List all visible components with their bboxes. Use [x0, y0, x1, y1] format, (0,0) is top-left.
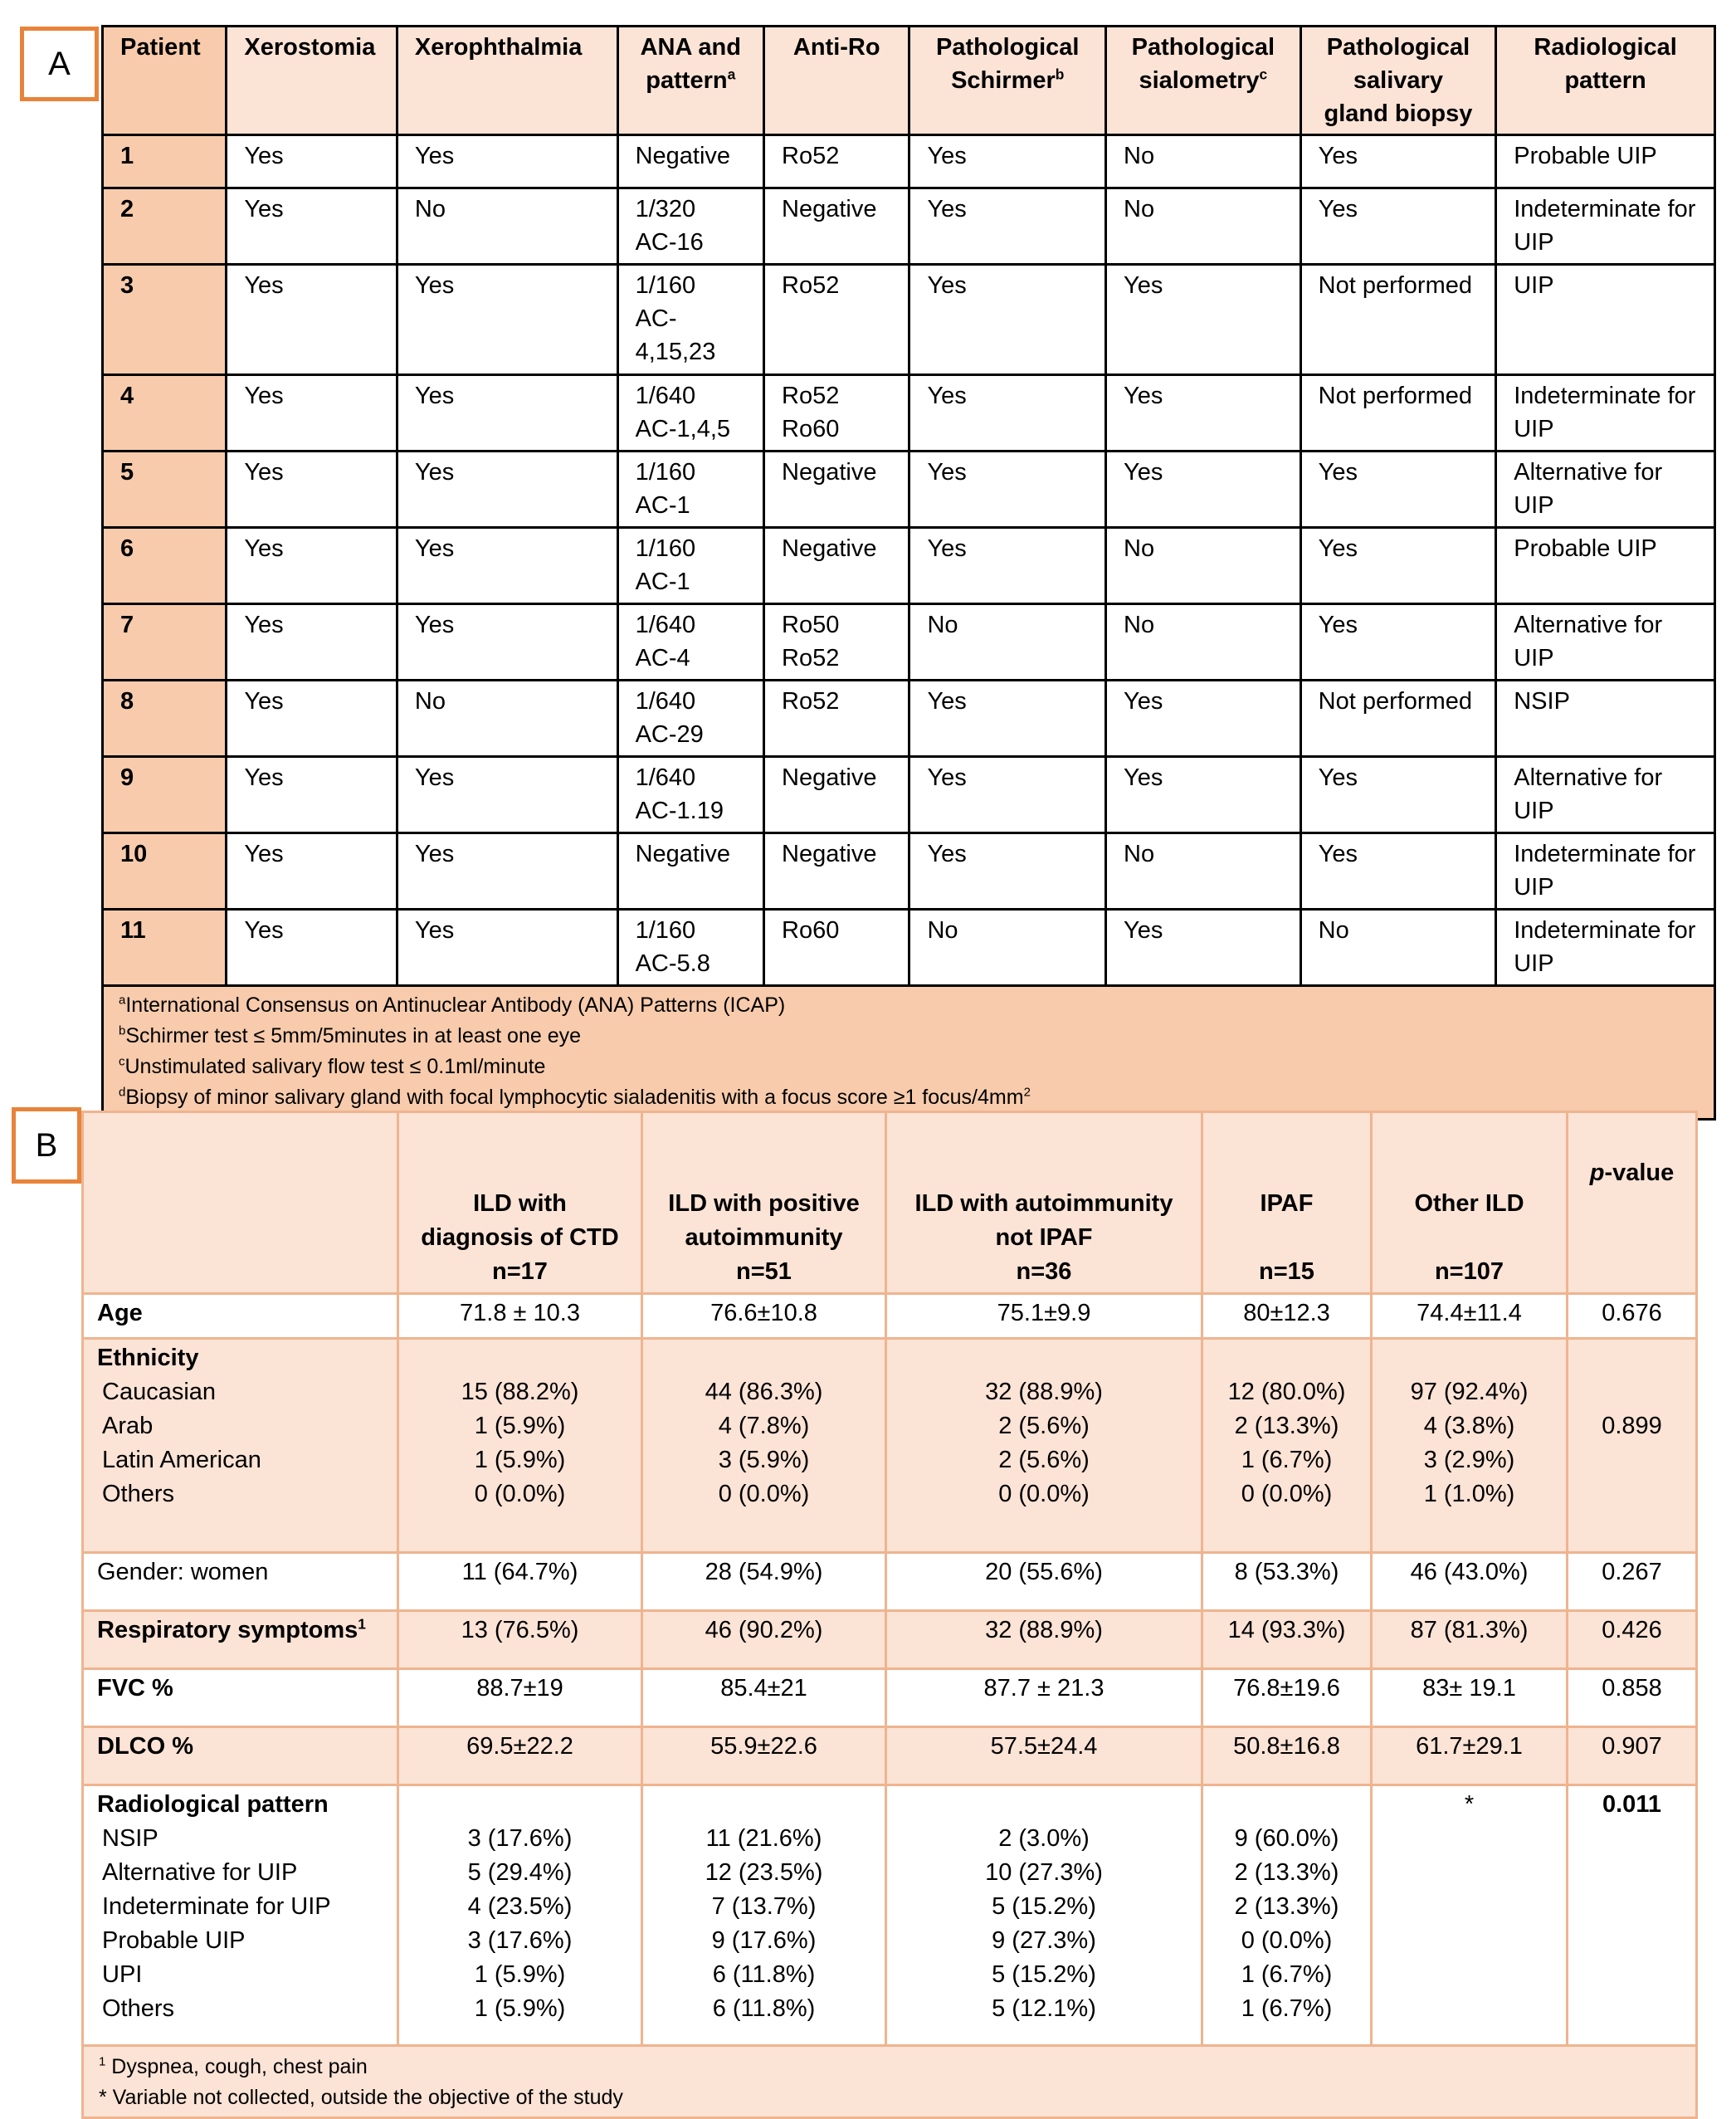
table-b-header-row	[83, 1112, 1697, 1294]
cell-line: Negative	[782, 196, 877, 222]
cell-line: Negative	[782, 459, 877, 486]
cell-xerostomia: Yes	[227, 604, 397, 681]
cell-xerostomia: Yes	[227, 833, 397, 910]
panel-label-b	[12, 1107, 81, 1184]
cell-line: 4,15,23	[635, 339, 716, 365]
cell-anti-ro	[764, 265, 909, 375]
ethnicity-col-other: 97 (92.4%) 4 (3.8%) 3 (2.9%) 1 (1.0%)	[1372, 1339, 1568, 1553]
cell-line: AC-1.19	[635, 798, 724, 824]
header-ana-pattern: ANA and pattern$^a$	[617, 27, 763, 135]
cell-schirmer: Yes	[909, 265, 1106, 375]
cell-radiological: Alternative for UIP	[1496, 604, 1715, 681]
radiological-col-positive: 11 (21.6%) 12 (23.5%) 7 (13.7%) 9 (17.6%) 6 (11.8%) 6 (11.8%)	[642, 1785, 886, 2046]
cell-line: Ro50	[782, 612, 840, 638]
cell-biopsy: Not performed	[1300, 375, 1496, 452]
cell-sialometry: No	[1106, 135, 1301, 188]
header-other-ild: Other ILD n=107	[1372, 1112, 1568, 1294]
patient-number: 1	[103, 135, 227, 188]
cell-radiological: Indeterminate for UIP	[1496, 375, 1715, 452]
table-row	[103, 375, 1715, 452]
patient-number: 8	[103, 681, 227, 757]
cell-sialometry: Yes	[1106, 910, 1301, 986]
cell-line: AC-16	[635, 229, 704, 256]
cell-anti-ro	[764, 135, 909, 188]
patient-number: 6	[103, 528, 227, 604]
cell-anti-ro	[764, 833, 909, 910]
header-radiological: Radiological pattern	[1496, 27, 1715, 135]
cell: 69.5±22.2	[398, 1727, 642, 1785]
cell: 61.7±29.1	[1372, 1727, 1568, 1785]
row-respiratory	[83, 1611, 1697, 1669]
cell-xerostomia: Yes	[227, 757, 397, 833]
label-dlco: DLCO %	[83, 1727, 398, 1785]
cell-ana-pattern	[617, 135, 763, 188]
header-ild-positive-autoimmunity: ILD with positive autoimmunity n=51	[642, 1112, 886, 1294]
cell: 20 (55.6%)	[886, 1553, 1202, 1611]
cell-xerophthalmia: Yes	[397, 910, 617, 986]
table-b-footnotes	[83, 2046, 1697, 2118]
cell-line: AC-5.8	[635, 950, 710, 977]
header-xerostomia: Xerostomia	[227, 27, 397, 135]
cell-line: Negative	[635, 841, 731, 867]
cell-line: AC-29	[635, 721, 704, 748]
p-value-respiratory: 0.426	[1568, 1611, 1697, 1669]
cell-schirmer: No	[909, 910, 1106, 986]
cell-ana-pattern	[617, 188, 763, 265]
cell: 75.1±9.9	[886, 1294, 1202, 1339]
cell-anti-ro	[764, 528, 909, 604]
cell-xerophthalmia: No	[397, 188, 617, 265]
cell-radiological: UIP	[1496, 265, 1715, 375]
cell: 14 (93.3%)	[1202, 1611, 1372, 1669]
cell-line: 1/160	[635, 459, 696, 486]
cell-ana-pattern	[617, 757, 763, 833]
cell-line: Negative	[635, 143, 731, 169]
cell-xerophthalmia: Yes	[397, 375, 617, 452]
footnotes-cell	[103, 986, 1715, 1120]
cell-line: Ro52	[782, 143, 840, 169]
row-age	[83, 1294, 1697, 1339]
cell-biopsy: Not performed	[1300, 265, 1496, 375]
cell: 87 (81.3%)	[1372, 1611, 1568, 1669]
cell: 80±12.3	[1202, 1294, 1372, 1339]
table-row	[103, 135, 1715, 188]
table-a-footnotes	[103, 986, 1715, 1120]
cell: 8 (53.3%)	[1202, 1553, 1372, 1611]
header-schirmer: Pathological Schirmer$^b$	[909, 27, 1106, 135]
footnotes-cell-b	[83, 2046, 1697, 2118]
label-ethnicity: Ethnicity Caucasian Arab Latin American Others	[83, 1339, 398, 1553]
ethnicity-col-ipaf: 12 (80.0%) 2 (13.3%) 1 (6.7%) 0 (0.0%)	[1202, 1339, 1372, 1553]
header-ild-autoimmunity-not-ipaf: ILD with autoimmunity not IPAF n=36	[886, 1112, 1202, 1294]
cell-xerostomia: Yes	[227, 528, 397, 604]
cell-schirmer: Yes	[909, 757, 1106, 833]
cell-biopsy: Yes	[1300, 604, 1496, 681]
cell: 88.7±19	[398, 1669, 642, 1727]
cell-biopsy: Not performed	[1300, 681, 1496, 757]
cell-ana-pattern	[617, 604, 763, 681]
cell-sialometry: Yes	[1106, 375, 1301, 452]
header-patient: Patient	[103, 27, 227, 135]
table-row	[103, 681, 1715, 757]
cell-line: 1/640	[635, 383, 696, 409]
cell-schirmer: Yes	[909, 452, 1106, 528]
cell-ana-pattern	[617, 375, 763, 452]
cell-sialometry: Yes	[1106, 681, 1301, 757]
cell-radiological: Indeterminate for UIP	[1496, 833, 1715, 910]
cell-ana-pattern	[617, 833, 763, 910]
cell-biopsy: Yes	[1300, 833, 1496, 910]
cell-anti-ro	[764, 681, 909, 757]
cell-line: Negative	[782, 764, 877, 791]
cell-xerophthalmia: Yes	[397, 604, 617, 681]
cell-schirmer: Yes	[909, 528, 1106, 604]
cell-radiological: Alternative for UIP	[1496, 757, 1715, 833]
table-row	[103, 833, 1715, 910]
cell: 87.7 ± 21.3	[886, 1669, 1202, 1727]
table-row	[103, 910, 1715, 986]
label-gender: Gender: women	[83, 1553, 398, 1611]
cell-line: AC-4	[635, 645, 690, 671]
cell-xerostomia: Yes	[227, 135, 397, 188]
cell-xerophthalmia: Yes	[397, 528, 617, 604]
cell: 46 (90.2%)	[642, 1611, 886, 1669]
cell-line: 1/320	[635, 196, 696, 222]
panel-label-a-text: A	[48, 45, 71, 82]
cell-sialometry: Yes	[1106, 265, 1301, 375]
cell-line: AC-	[635, 305, 677, 332]
p-value-radiological: 0.011	[1568, 1785, 1697, 2046]
cell-xerostomia: Yes	[227, 265, 397, 375]
patient-number: 4	[103, 375, 227, 452]
cell: 83± 19.1	[1372, 1669, 1568, 1727]
cell-ana-pattern	[617, 452, 763, 528]
cell-line: 1/640	[635, 764, 696, 791]
cell-line: Ro52	[782, 645, 840, 671]
footnote-asterisk: * Variable not collected, outside the objective of the study	[99, 2086, 623, 2109]
cell-anti-ro	[764, 604, 909, 681]
radiological-col-not-ipaf: 2 (3.0%) 10 (27.3%) 5 (15.2%) 9 (27.3%) 5 (15.2%) 5 (12.1%)	[886, 1785, 1202, 2046]
cell-xerophthalmia: Yes	[397, 757, 617, 833]
table-a-header-row	[103, 27, 1715, 135]
cell-line: Ro60	[782, 416, 840, 442]
cell-line: AC-1,4,5	[635, 416, 731, 442]
patient-number: 2	[103, 188, 227, 265]
cell: 46 (43.0%)	[1372, 1553, 1568, 1611]
p-value-dlco: 0.907	[1568, 1727, 1697, 1785]
group-comparison-table	[81, 1111, 1698, 2119]
table-row	[103, 528, 1715, 604]
patient-number: 5	[103, 452, 227, 528]
row-gender	[83, 1553, 1697, 1611]
ethnicity-col-ctd: 15 (88.2%) 1 (5.9%) 1 (5.9%) 0 (0.0%)	[398, 1339, 642, 1553]
footnote-b: $^b$Schirmer test ≤ 5mm/5minutes in at least one eye	[119, 1023, 582, 1047]
cell-biopsy: Yes	[1300, 528, 1496, 604]
cell-line: 1/640	[635, 612, 696, 638]
footnote-a: $^a$International Consensus on Antinuclear Antibody (ANA) Patterns (ICAP)	[119, 993, 786, 1017]
label-radiological: Radiological pattern NSIP Alternative for UIP Indeterminate for UIP Probable UIP UPI Others	[83, 1785, 398, 2046]
label-fvc: FVC %	[83, 1669, 398, 1727]
cell-line: Ro60	[782, 917, 840, 944]
cell-line: Negative	[782, 535, 877, 562]
cell-schirmer: Yes	[909, 375, 1106, 452]
cell-ana-pattern	[617, 681, 763, 757]
header-anti-ro: Anti-Ro	[764, 27, 909, 135]
cell-xerostomia: Yes	[227, 375, 397, 452]
panel-label-a	[20, 27, 99, 101]
cell: 57.5±24.4	[886, 1727, 1202, 1785]
ethnicity-col-positive: 44 (86.3%) 4 (7.8%) 3 (5.9%) 0 (0.0%)	[642, 1339, 886, 1553]
radiological-col-ctd: 3 (17.6%) 5 (29.4%) 4 (23.5%) 3 (17.6%) 1 (5.9%) 1 (5.9%)	[398, 1785, 642, 2046]
cell-schirmer: Yes	[909, 681, 1106, 757]
table-row	[103, 188, 1715, 265]
header-blank	[83, 1112, 398, 1294]
p-value-fvc: 0.858	[1568, 1669, 1697, 1727]
cell-xerophthalmia: Yes	[397, 135, 617, 188]
header-ipaf: IPAF n=15	[1202, 1112, 1372, 1294]
cell: 32 (88.9%)	[886, 1611, 1202, 1669]
table-row	[103, 265, 1715, 375]
cell-ana-pattern	[617, 265, 763, 375]
cell: 11 (64.7%)	[398, 1553, 642, 1611]
cell-anti-ro	[764, 188, 909, 265]
panel-label-b-text: B	[35, 1126, 58, 1164]
footnote-1: $^1$ Dyspnea, cough, chest pain	[99, 2054, 368, 2078]
cell-radiological: NSIP	[1496, 681, 1715, 757]
cell-line: Ro52	[782, 688, 840, 715]
cell-anti-ro	[764, 375, 909, 452]
cell-sialometry: Yes	[1106, 452, 1301, 528]
label-respiratory: Respiratory symptoms$^1$	[83, 1611, 398, 1669]
p-value-ethnicity: 0.899	[1568, 1339, 1697, 1553]
cell: 76.6±10.8	[642, 1294, 886, 1339]
table-row	[103, 604, 1715, 681]
cell-sialometry: No	[1106, 188, 1301, 265]
row-fvc	[83, 1669, 1697, 1727]
header-ild-ctd: ILD with diagnosis of CTD n=17	[398, 1112, 642, 1294]
cell-biopsy: Yes	[1300, 452, 1496, 528]
row-radiological	[83, 1785, 1697, 2046]
cell-radiological: Probable UIP	[1496, 528, 1715, 604]
cell-xerophthalmia: No	[397, 681, 617, 757]
cell: 85.4±21	[642, 1669, 886, 1727]
cell: 50.8±16.8	[1202, 1727, 1372, 1785]
row-dlco	[83, 1727, 1697, 1785]
cell-xerophthalmia: Yes	[397, 452, 617, 528]
cell: 74.4±11.4	[1372, 1294, 1568, 1339]
cell-biopsy: Yes	[1300, 188, 1496, 265]
patient-number: 11	[103, 910, 227, 986]
cell: 28 (54.9%)	[642, 1553, 886, 1611]
patient-number: 3	[103, 265, 227, 375]
cell: 55.9±22.6	[642, 1727, 886, 1785]
footnote-d: $^d$Biopsy of minor salivary gland with focal lymphocytic sialadenitis with a focus score ≥1 focus/$4mm^2$	[119, 1085, 1031, 1109]
cell-line: 1/160	[635, 917, 696, 944]
header-p-value: p-value	[1568, 1112, 1697, 1294]
cell-line: AC-1	[635, 492, 690, 519]
cell-ana-pattern	[617, 528, 763, 604]
radiological-col-ipaf: 9 (60.0%) 2 (13.3%) 2 (13.3%) 0 (0.0%) 1 (6.7%) 1 (6.7%)	[1202, 1785, 1372, 2046]
cell-xerostomia: Yes	[227, 910, 397, 986]
cell-line: Negative	[782, 841, 877, 867]
patient-number: 9	[103, 757, 227, 833]
cell-line: 1/160	[635, 272, 696, 299]
header-biopsy: Pathological salivary gland biopsy	[1300, 27, 1496, 135]
cell-schirmer: No	[909, 604, 1106, 681]
cell-radiological: Alternative for UIP	[1496, 452, 1715, 528]
cell-xerostomia: Yes	[227, 188, 397, 265]
cell-xerostomia: Yes	[227, 452, 397, 528]
patient-number: 10	[103, 833, 227, 910]
cell-radiological: Probable UIP	[1496, 135, 1715, 188]
cell-schirmer: Yes	[909, 833, 1106, 910]
cell-biopsy: Yes	[1300, 135, 1496, 188]
table-row	[103, 757, 1715, 833]
cell: 71.8 ± 10.3	[398, 1294, 642, 1339]
cell-line: AC-1	[635, 569, 690, 595]
cell-ana-pattern	[617, 910, 763, 986]
patient-features-table	[101, 25, 1716, 1121]
cell-line: 1/160	[635, 535, 696, 562]
cell-biopsy: Yes	[1300, 757, 1496, 833]
p-value-age: 0.676	[1568, 1294, 1697, 1339]
header-xerophthalmia: Xerophthalmia	[397, 27, 617, 135]
label-age: Age	[83, 1294, 398, 1339]
patient-number: 7	[103, 604, 227, 681]
cell-sialometry: No	[1106, 604, 1301, 681]
cell-biopsy: No	[1300, 910, 1496, 986]
p-value-gender: 0.267	[1568, 1553, 1697, 1611]
cell-anti-ro	[764, 452, 909, 528]
cell: 76.8±19.6	[1202, 1669, 1372, 1727]
cell: 13 (76.5%)	[398, 1611, 642, 1669]
cell-xerophthalmia: Yes	[397, 833, 617, 910]
cell-schirmer: Yes	[909, 188, 1106, 265]
cell-sialometry: Yes	[1106, 757, 1301, 833]
cell-xerophthalmia: Yes	[397, 265, 617, 375]
cell-schirmer: Yes	[909, 135, 1106, 188]
cell-sialometry: No	[1106, 833, 1301, 910]
ethnicity-col-not-ipaf: 32 (88.9%) 2 (5.6%) 2 (5.6%) 0 (0.0%)	[886, 1339, 1202, 1553]
cell-sialometry: No	[1106, 528, 1301, 604]
table-row	[103, 452, 1715, 528]
header-sialometry: Pathological sialometry$^c$	[1106, 27, 1301, 135]
row-ethnicity	[83, 1339, 1697, 1553]
cell-xerostomia: Yes	[227, 681, 397, 757]
cell-line: Ro52	[782, 272, 840, 299]
cell-line: 1/640	[635, 688, 696, 715]
footnote-c: $^c$Unstimulated salivary flow test ≤ 0.1ml/minute	[119, 1054, 546, 1078]
cell-anti-ro	[764, 910, 909, 986]
cell-line: Ro52	[782, 383, 840, 409]
cell-radiological: Indeterminate for UIP	[1496, 910, 1715, 986]
radiological-col-other: *	[1372, 1785, 1568, 2046]
cell-radiological: Indeterminate for UIP	[1496, 188, 1715, 265]
cell-anti-ro	[764, 757, 909, 833]
